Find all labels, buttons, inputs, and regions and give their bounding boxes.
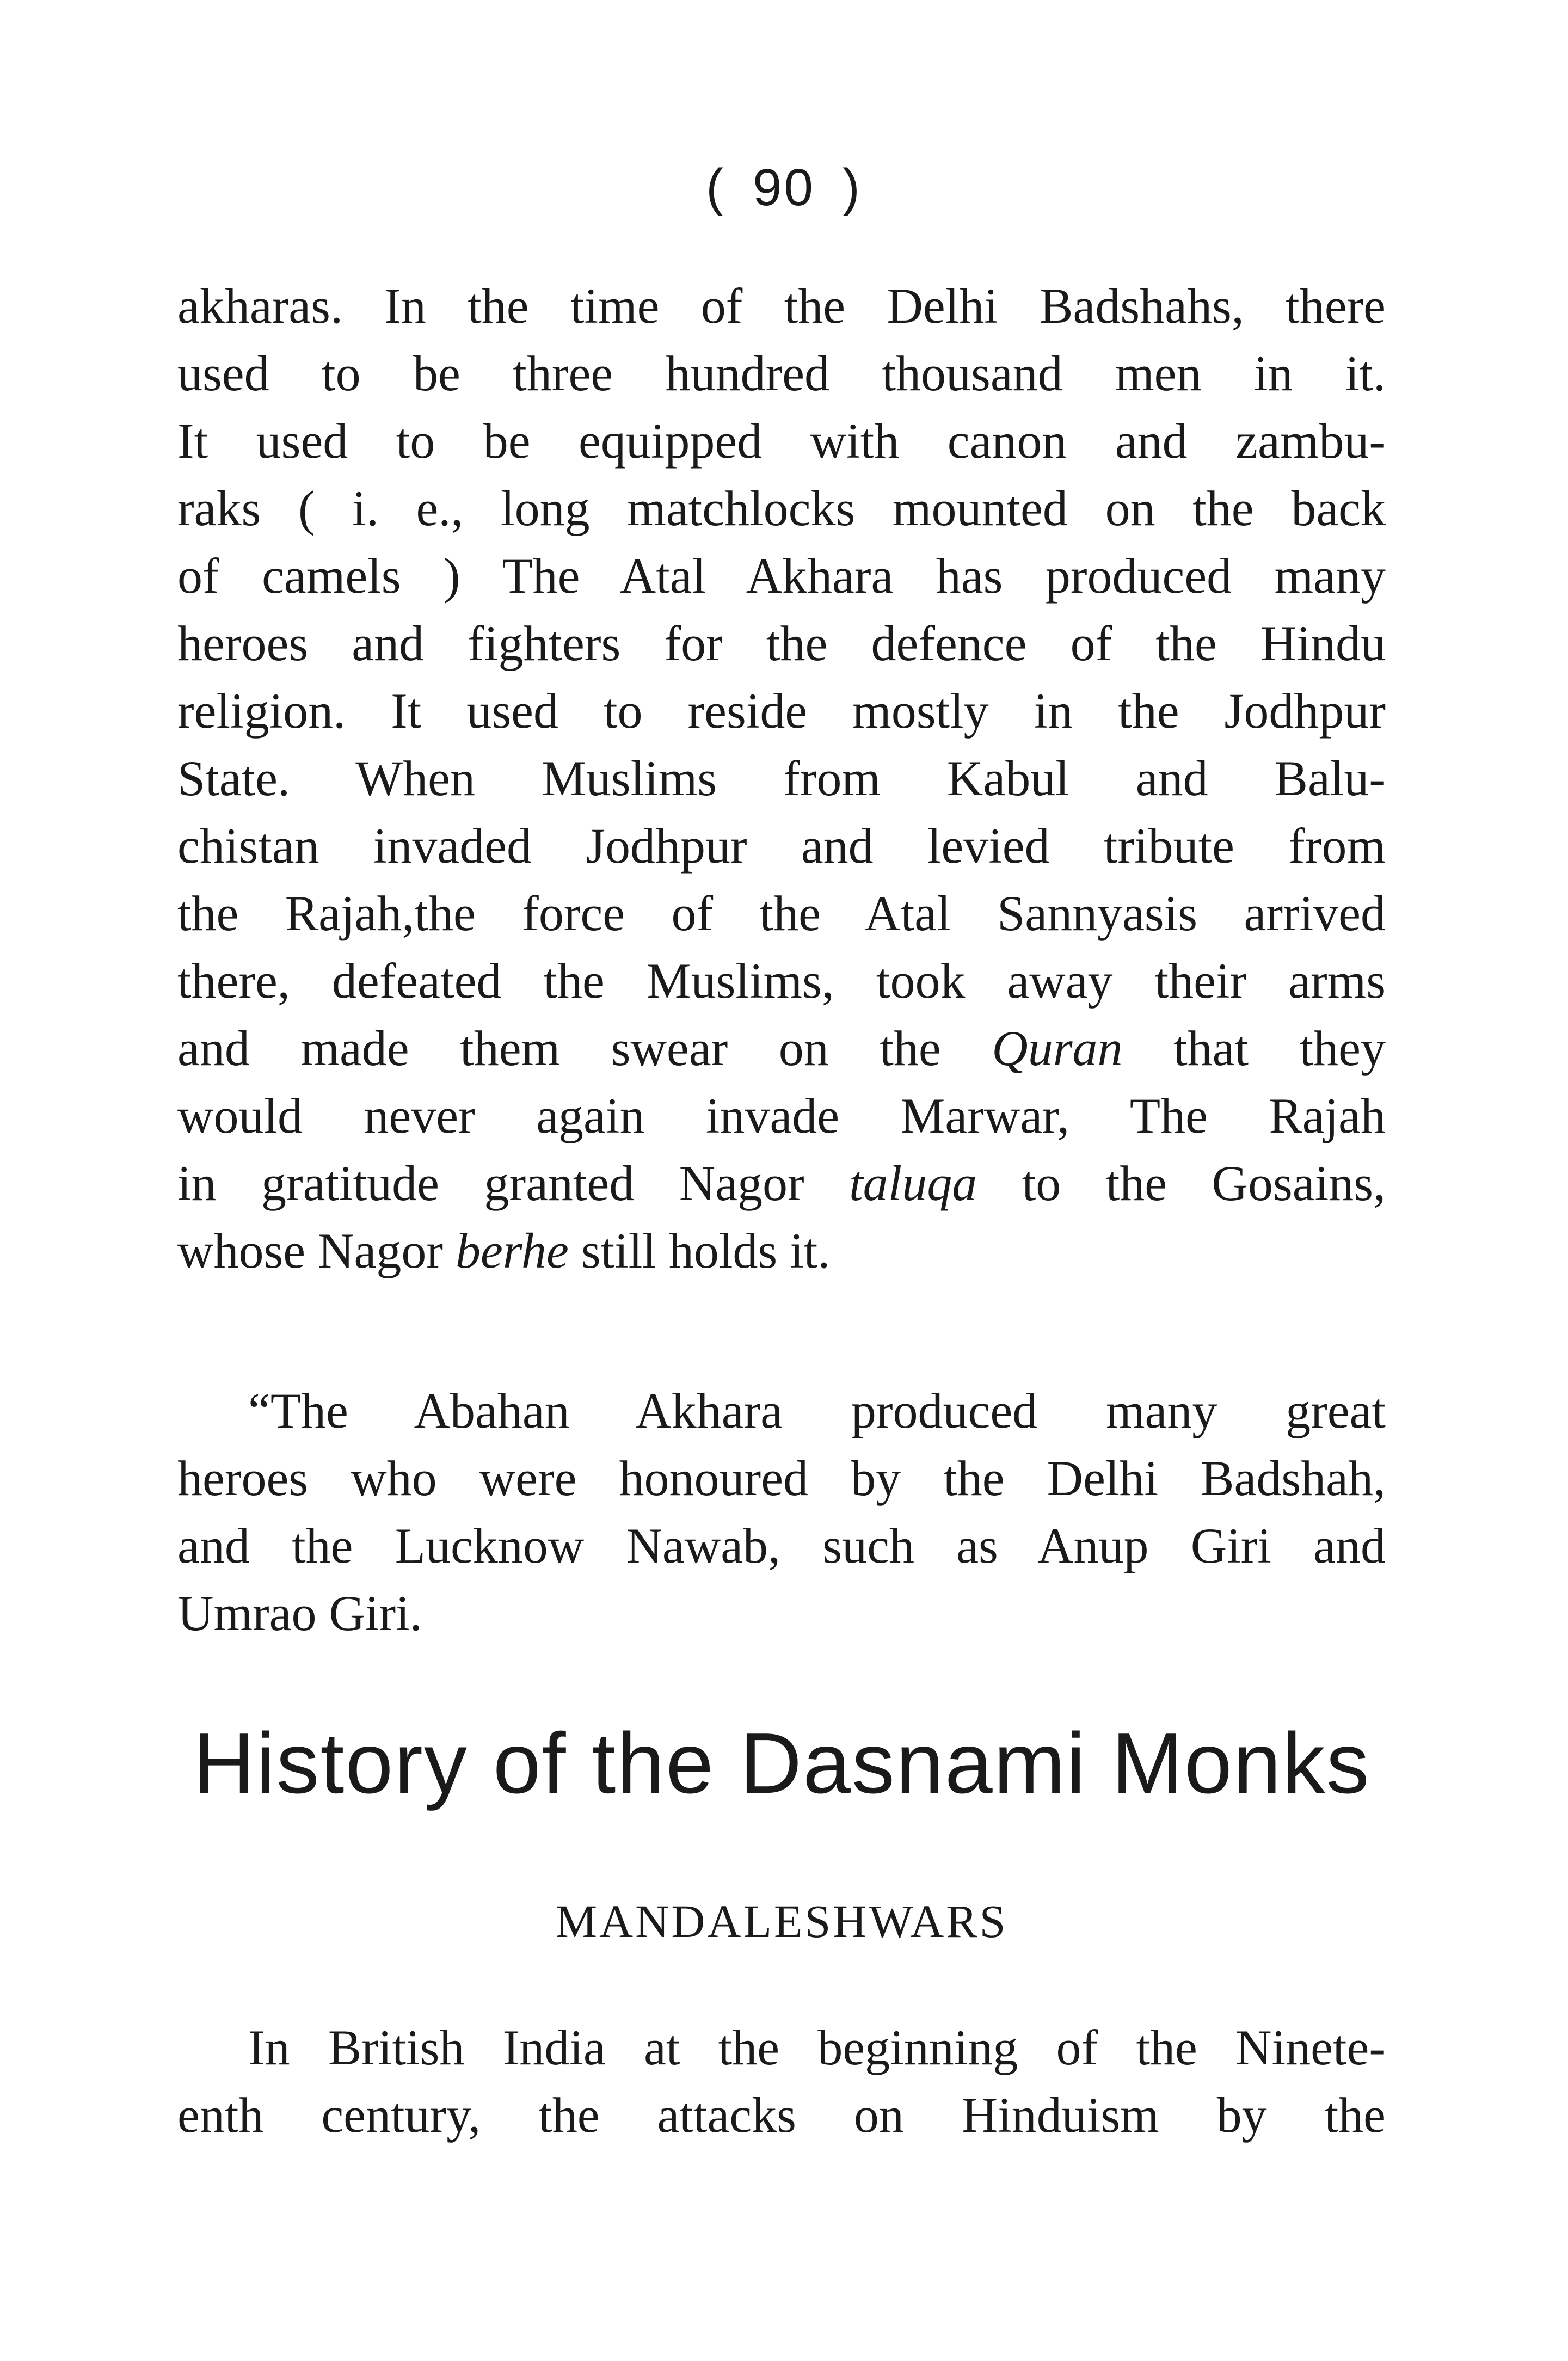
paragraph-abahan-akhara [177,1377,1386,1647]
text-line: It used to be equipped with canon and zambu- [177,413,1386,469]
section-heading: MANDALESHWARS [555,1895,1008,1947]
chapter-title: History of the Dasnami Monks [193,1716,1370,1811]
text-line: heroes who were honoured by the Delhi Badshah, [177,1450,1386,1506]
italic-term-quran: Quran [992,1020,1123,1076]
text-line [177,1217,1386,1284]
page-number-value: 90 [753,158,815,217]
text-segment: to the Gosains, [977,1155,1386,1211]
text-line: religion. It used to reside mostly in the Jodhpur [177,683,1386,739]
text-line: Umrao Giri. [177,1585,422,1641]
text-line: of camels ) The Atal Akhara has produced many [177,548,1386,604]
text-segment: whose Nagor [177,1223,456,1278]
italic-term-berhe: berhe [456,1223,569,1278]
page-number [0,158,1568,218]
text-line: and the Lucknow Nawab, such as Anup Giri and [177,1518,1386,1573]
text-line: heroes and fighters for the defence of the Hindu [177,616,1386,671]
text-line [177,1149,1386,1217]
paragraph-british-india [177,2014,1386,2149]
text-line: “The Abahan Akhara produced many great [248,1383,1386,1438]
page-number-close-paren: ) [842,158,862,217]
text-segment: that they [1122,1020,1386,1076]
text-line: enth century, the attacks on Hinduism by the [177,2087,1386,2143]
text-line: In British India at the beginning of the Ninete- [248,2020,1386,2075]
text-line: the Rajah,the force of the Atal Sannyasis arrived [177,886,1386,941]
text-segment: in gratitude granted Nagor [177,1155,850,1211]
text-line: would never again invade Marwar, The Rajah [177,1088,1386,1143]
text-line: chistan invaded Jodhpur and levied tribute from [177,818,1386,874]
text-segment: still holds it. [568,1223,831,1278]
italic-term-taluqa: taluqa [849,1155,977,1211]
text-line: used to be three hundred thousand men in it. [177,346,1386,401]
text-line: raks ( i. e., long matchlocks mounted on the back [177,481,1386,536]
text-line: there, defeated the Muslims, took away their arms [177,953,1386,1009]
text-segment: and made them swear on the [177,1020,992,1076]
paragraph-atal-akhara [177,272,1386,1284]
page-number-open-paren: ( [706,158,726,217]
text-line: State. When Muslims from Kabul and Balu- [177,751,1386,806]
text-line: akharas. In the time of the Delhi Badshahs, there [177,278,1386,334]
text-line [177,1015,1386,1082]
